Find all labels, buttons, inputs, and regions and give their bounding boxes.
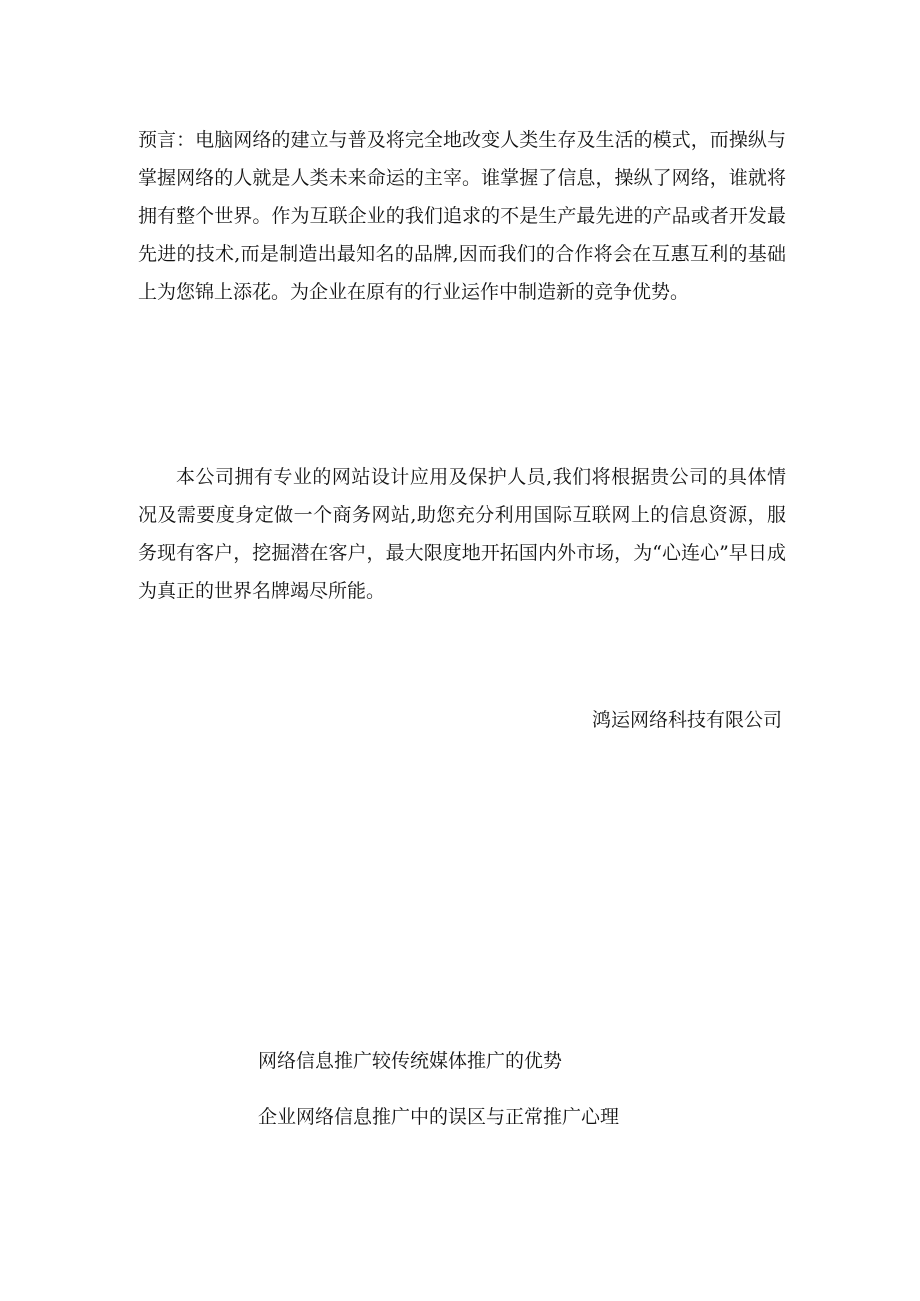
company-signature: 鸿运网络科技有限公司 [591,709,782,731]
related-links [258,1042,619,1154]
preface-paragraph: 预言：电脑网络的建立与普及将完全地改变人类生存及生活的模式，而操纵与掌握网络的人就是人类未来命运的主宰。谁掌握了信息，操纵了网络，谁就将拥有整个世界。作为互联企业的我们追求的不是生产最先进的产品或者开发最先进的技术,而是制造出最知名的品牌,因而我们的合作将会在互惠互利的基础上为您锦上添花。为企业在原有的行业运作中制造新的竞争优势。 [138,129,786,303]
related-link-advantages[interactable]: 网络信息推广较传统媒体推广的优势 [258,1050,563,1072]
company-intro-paragraph: 本公司拥有专业的网站设计应用及保护人员,我们将根据贵公司的具体情况及需要度身定做一个商务网站,助您充分利用国际互联网上的信息资源，服务现有客户，挖掘潜在客户，最大限度地开拓国内外市场，为“心连心”早日成为真正的世界名牌竭尽所能。 [138,466,786,602]
related-link-misconceptions[interactable]: 企业网络信息推广中的误区与正常推广心理 [258,1106,620,1128]
